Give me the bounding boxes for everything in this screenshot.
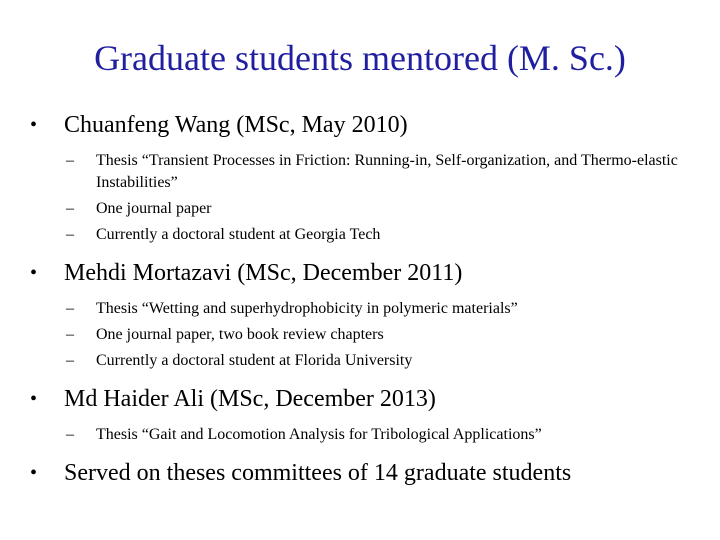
dash-icon: –	[66, 326, 74, 343]
bullet-icon: •	[30, 262, 38, 284]
bullet-item	[30, 384, 700, 414]
bullet-icon: •	[30, 388, 38, 410]
sub-item	[66, 424, 700, 446]
slide-title: Graduate students mentored (M. Sc.)	[94, 38, 626, 78]
bullet-item	[30, 110, 700, 140]
sub-list	[66, 150, 700, 246]
dash-icon: –	[66, 200, 74, 217]
dash-icon: –	[66, 152, 74, 169]
sub-item	[66, 150, 700, 194]
sub-item	[66, 324, 700, 346]
dash-icon: –	[66, 226, 74, 243]
bullet-icon: •	[30, 114, 38, 136]
dash-icon: –	[66, 426, 74, 443]
bullet-item	[30, 258, 700, 288]
sub-item	[66, 298, 700, 320]
sub-list	[66, 424, 700, 446]
sub-text: Thesis “Wetting and superhydrophobicity in polymeric materials”	[96, 300, 518, 317]
sub-item	[66, 350, 700, 372]
dash-icon: –	[66, 300, 74, 317]
sub-item	[66, 198, 700, 220]
bullet-text: Chuanfeng Wang (MSc, May 2010)	[64, 112, 408, 138]
bullet-text: Served on theses committees of 14 graduate students	[64, 460, 572, 486]
bullet-text: Mehdi Mortazavi (MSc, December 2011)	[64, 260, 463, 286]
sub-list	[66, 298, 700, 372]
sub-text: Currently a doctoral student at Florida University	[96, 352, 413, 369]
dash-icon: –	[66, 352, 74, 369]
sub-item	[66, 224, 700, 246]
sub-text: Thesis “Transient Processes in Friction: Running-in, Self-organization, and Thermo-elastic Instabilities”	[96, 152, 678, 191]
sub-text: One journal paper, two book review chapters	[96, 326, 384, 343]
bullet-icon: •	[30, 462, 38, 484]
bullet-item	[30, 458, 700, 488]
sub-text: Currently a doctoral student at Georgia Tech	[96, 226, 381, 243]
bullet-list	[30, 110, 700, 498]
sub-text: One journal paper	[96, 200, 212, 217]
sub-text: Thesis “Gait and Locomotion Analysis for Tribological Applications”	[96, 426, 542, 443]
bullet-text: Md Haider Ali (MSc, December 2013)	[64, 386, 436, 412]
